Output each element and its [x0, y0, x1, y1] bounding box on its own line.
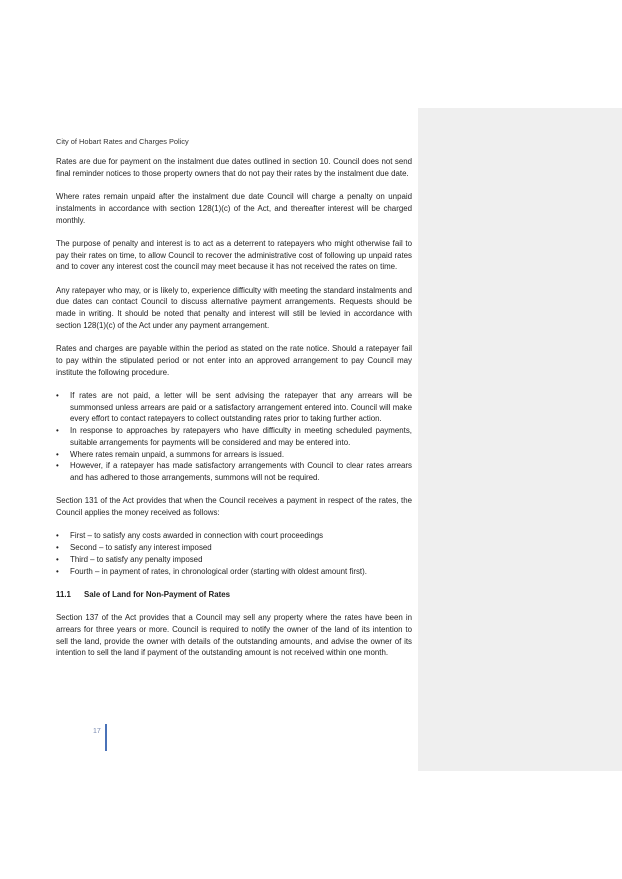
- bullet-icon: •: [56, 531, 59, 541]
- bullet-icon: •: [56, 449, 59, 459]
- list-item: • Fourth – in payment of rates, in chronological order (starting with oldest amount first).: [56, 566, 367, 576]
- section-number: 11.1: [56, 589, 71, 599]
- bullet-icon: •: [56, 461, 59, 471]
- list-item: • If rates are not paid, a letter will be sent advising the ratepayer that any arrears will be summonsed unless arrears are paid or a satisfactory arrangement entered into. Council will make every effort to contact ratepayers to collect outstanding rates prior to taking further action.: [56, 390, 412, 424]
- paragraph: Where rates remain unpaid after the instalment due date Council will charge a penalty on unpaid instalments in accordance with section 128(1)(c) of the Act, and thereafter interest will be charged monthly.: [56, 192, 412, 225]
- procedure-list: [56, 390, 412, 484]
- list-item: • Where rates remain unpaid, a summons for arrears is issued.: [56, 449, 285, 459]
- paragraph: Section 131 of the Act provides that when the Council receives a payment in respect of the rates, the Council applies the money received as follows:: [56, 496, 412, 517]
- list-item: • However, if a ratepayer has made satisfactory arrangements with Council to clear rates arrears and has adhered to those arrangements, summons will not be required.: [56, 461, 412, 482]
- paragraph: Rates are due for payment on the instalment due dates outlined in section 10. Council does not send final reminder notices to those property owners that do not pay their rates by the instalment due date.: [56, 157, 412, 178]
- list-item: • Third – to satisfy any penalty imposed: [56, 554, 203, 564]
- paragraph: Section 137 of the Act provides that a Council may sell any property where the rates have been in arrears for three years or more. Council is required to notify the owner of the land of its intention to sell the land, provide the owner with details of the outstanding amounts, and advise the owner of its intention to sell the land if payment of the outstanding amount is not received within one month.: [56, 613, 412, 658]
- bullet-icon: •: [56, 566, 59, 576]
- page-number: 17: [93, 728, 101, 735]
- running-header: City of Hobart Rates and Charges Policy: [56, 137, 189, 146]
- bullet-icon: •: [56, 390, 59, 400]
- bullet-icon: •: [56, 543, 59, 553]
- document-body: [56, 156, 412, 671]
- payment-order-list: [56, 530, 412, 577]
- bullet-icon: •: [56, 426, 59, 436]
- list-item: • First – to satisfy any costs awarded in connection with court proceedings: [56, 531, 324, 541]
- paragraph: The purpose of penalty and interest is to act as a deterrent to ratepayers who might otherwise fail to pay their rates on time, to allow Council to recover the administrative cost of following up unpaid rates and to cover any interest cost the council may meet because it has not received the rates on time.: [56, 238, 412, 272]
- page-number-rule: [105, 724, 107, 751]
- paragraph: Any ratepayer who may, or is likely to, experience difficulty with meeting the standard instalments and due dates can contact Council to discuss alternative payment arrangements. Requests should be made in writing. It should be noted that penalty and interest will still be levied in accordance with section 128(1)(c) of the Act under any payment arrangement.: [56, 285, 412, 330]
- paragraph: Rates and charges are payable within the period as stated on the rate notice. Should a ratepayer fail to pay within the stipulated period or not enter into an approved arrangement to pay Council may institute the following procedure.: [56, 344, 412, 377]
- section-heading: [56, 589, 412, 601]
- list-item: • In response to approaches by ratepayers who have difficulty in meeting scheduled payments, suitable arrangements for payments will be considered and may be entered into.: [56, 426, 412, 447]
- bullet-icon: •: [56, 554, 59, 564]
- section-title: Sale of Land for Non-Payment of Rates: [84, 589, 230, 599]
- list-item: • Second – to satisfy any interest imposed: [56, 543, 212, 553]
- comment-pane: [418, 108, 622, 771]
